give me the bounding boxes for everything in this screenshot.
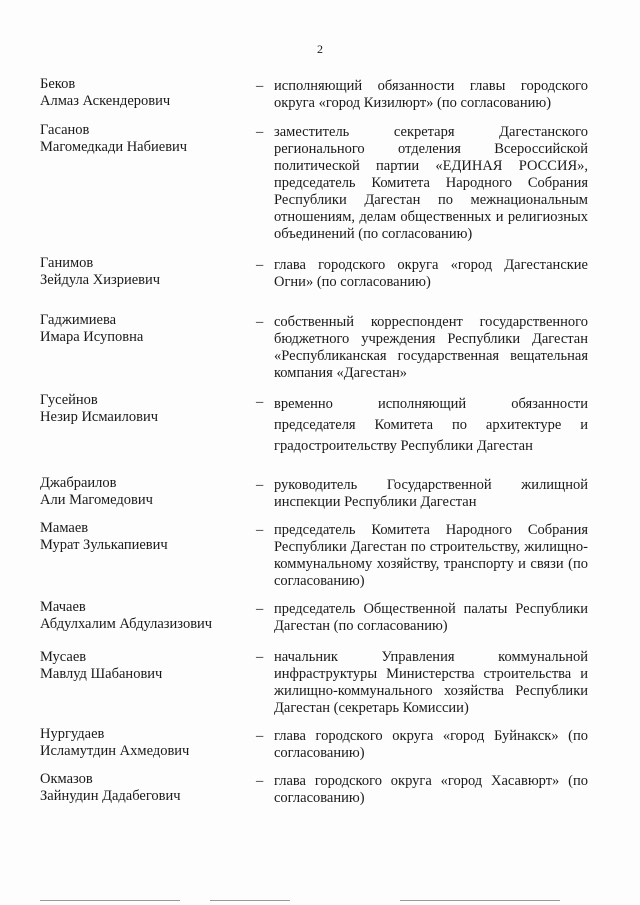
member-role: председатель Общественной палаты Республики Дагестан (по согласованию): [274, 601, 588, 634]
member-role: глава городского округа «город Буйнакск» (по согласованию): [274, 728, 588, 761]
scan-artifact-line: [40, 900, 180, 901]
member-surname: Ганимов: [40, 255, 94, 271]
member-surname: Мамаев: [40, 520, 89, 536]
member-name: [40, 649, 250, 683]
dash-separator: –: [256, 773, 264, 789]
member-role: заместитель секретаря Дагестанского регионального отделения Всероссийской политической партии «ЕДИНАЯ РОССИЯ», председатель Комитета Народного Собрания Республики Дагестан по межнациональным отношениям, делам общественных и религиозных объединений (по согласованию): [274, 124, 588, 242]
member-name: [40, 312, 250, 346]
page-number: 2: [317, 42, 323, 56]
member-surname: Джабраилов: [40, 475, 117, 491]
member-surname: Гусейнов: [40, 392, 98, 408]
member-surname: Окмазов: [40, 771, 93, 787]
member-role: руководитель Государственной жилищной инспекции Республики Дагестан: [274, 477, 588, 510]
member-role: собственный корреспондент государственного бюджетного учреждения Республики Дагестан «Республиканская государственная вещательная компания «Дагестан»: [274, 314, 588, 381]
member-given-name: Магомедкади Набиевич: [40, 139, 188, 155]
member-name: [40, 599, 250, 633]
dash-separator: –: [256, 477, 264, 493]
member-given-name: Али Магомедович: [40, 492, 153, 508]
member-surname: Мачаев: [40, 599, 86, 615]
scan-artifact-line: [210, 900, 290, 901]
member-name: [40, 255, 250, 289]
dash-separator: –: [256, 728, 264, 744]
member-role: глава городского округа «город Хасавюрт» (по согласованию): [274, 773, 588, 806]
member-given-name: Исламутдин Ахмедович: [40, 743, 190, 759]
member-name: [40, 475, 250, 509]
member-given-name: Мавлуд Шабанович: [40, 666, 163, 682]
member-given-name: Алмаз Аскендерович: [40, 93, 171, 109]
dash-separator: –: [256, 78, 264, 94]
dash-separator: –: [256, 124, 264, 140]
dash-separator: –: [256, 257, 264, 273]
member-name: [40, 520, 250, 554]
dash-separator: –: [256, 522, 264, 538]
member-given-name: Незир Исмаилович: [40, 409, 159, 425]
member-name: [40, 726, 250, 760]
member-given-name: Зайнудин Дадабегович: [40, 788, 181, 804]
member-surname: Гасанов: [40, 122, 90, 138]
member-given-name: Мурат Зулькапиевич: [40, 537, 168, 553]
member-given-name: Имара Исуповна: [40, 329, 144, 345]
member-name: [40, 392, 250, 426]
member-surname: Беков: [40, 76, 76, 92]
member-name: [40, 122, 250, 156]
member-role: исполняющий обязанности главы городского округа «город Кизилюрт» (по согласованию): [274, 78, 588, 111]
member-surname: Мусаев: [40, 649, 87, 665]
member-surname: Гаджимиева: [40, 312, 117, 328]
member-given-name: Зейдула Хизриевич: [40, 272, 161, 288]
member-name: [40, 771, 250, 805]
member-role: начальник Управления коммунальной инфраструктуры Министерства строительства и жилищно-коммунального хозяйства Республики Дагестан (секретарь Комиссии): [274, 649, 588, 716]
member-role: председатель Комитета Народного Собрания Республики Дагестан по строительству, жилищно-коммунальному хозяйству, транспорту и связи (по согласованию): [274, 522, 588, 589]
scan-artifact-line: [400, 900, 560, 901]
member-given-name: Абдулхалим Абдулазизович: [40, 616, 213, 632]
member-name: [40, 76, 250, 110]
dash-separator: –: [256, 649, 264, 665]
member-role: глава городского округа «город Дагестанские Огни» (по согласованию): [274, 257, 588, 290]
dash-separator: –: [256, 394, 264, 410]
dash-separator: –: [256, 314, 264, 330]
member-role: временно исполняющий обязанности председателя Комитета по архитектуре и градостроительству Республики Дагестан: [274, 396, 588, 454]
member-surname: Нургудаев: [40, 726, 105, 742]
dash-separator: –: [256, 601, 264, 617]
